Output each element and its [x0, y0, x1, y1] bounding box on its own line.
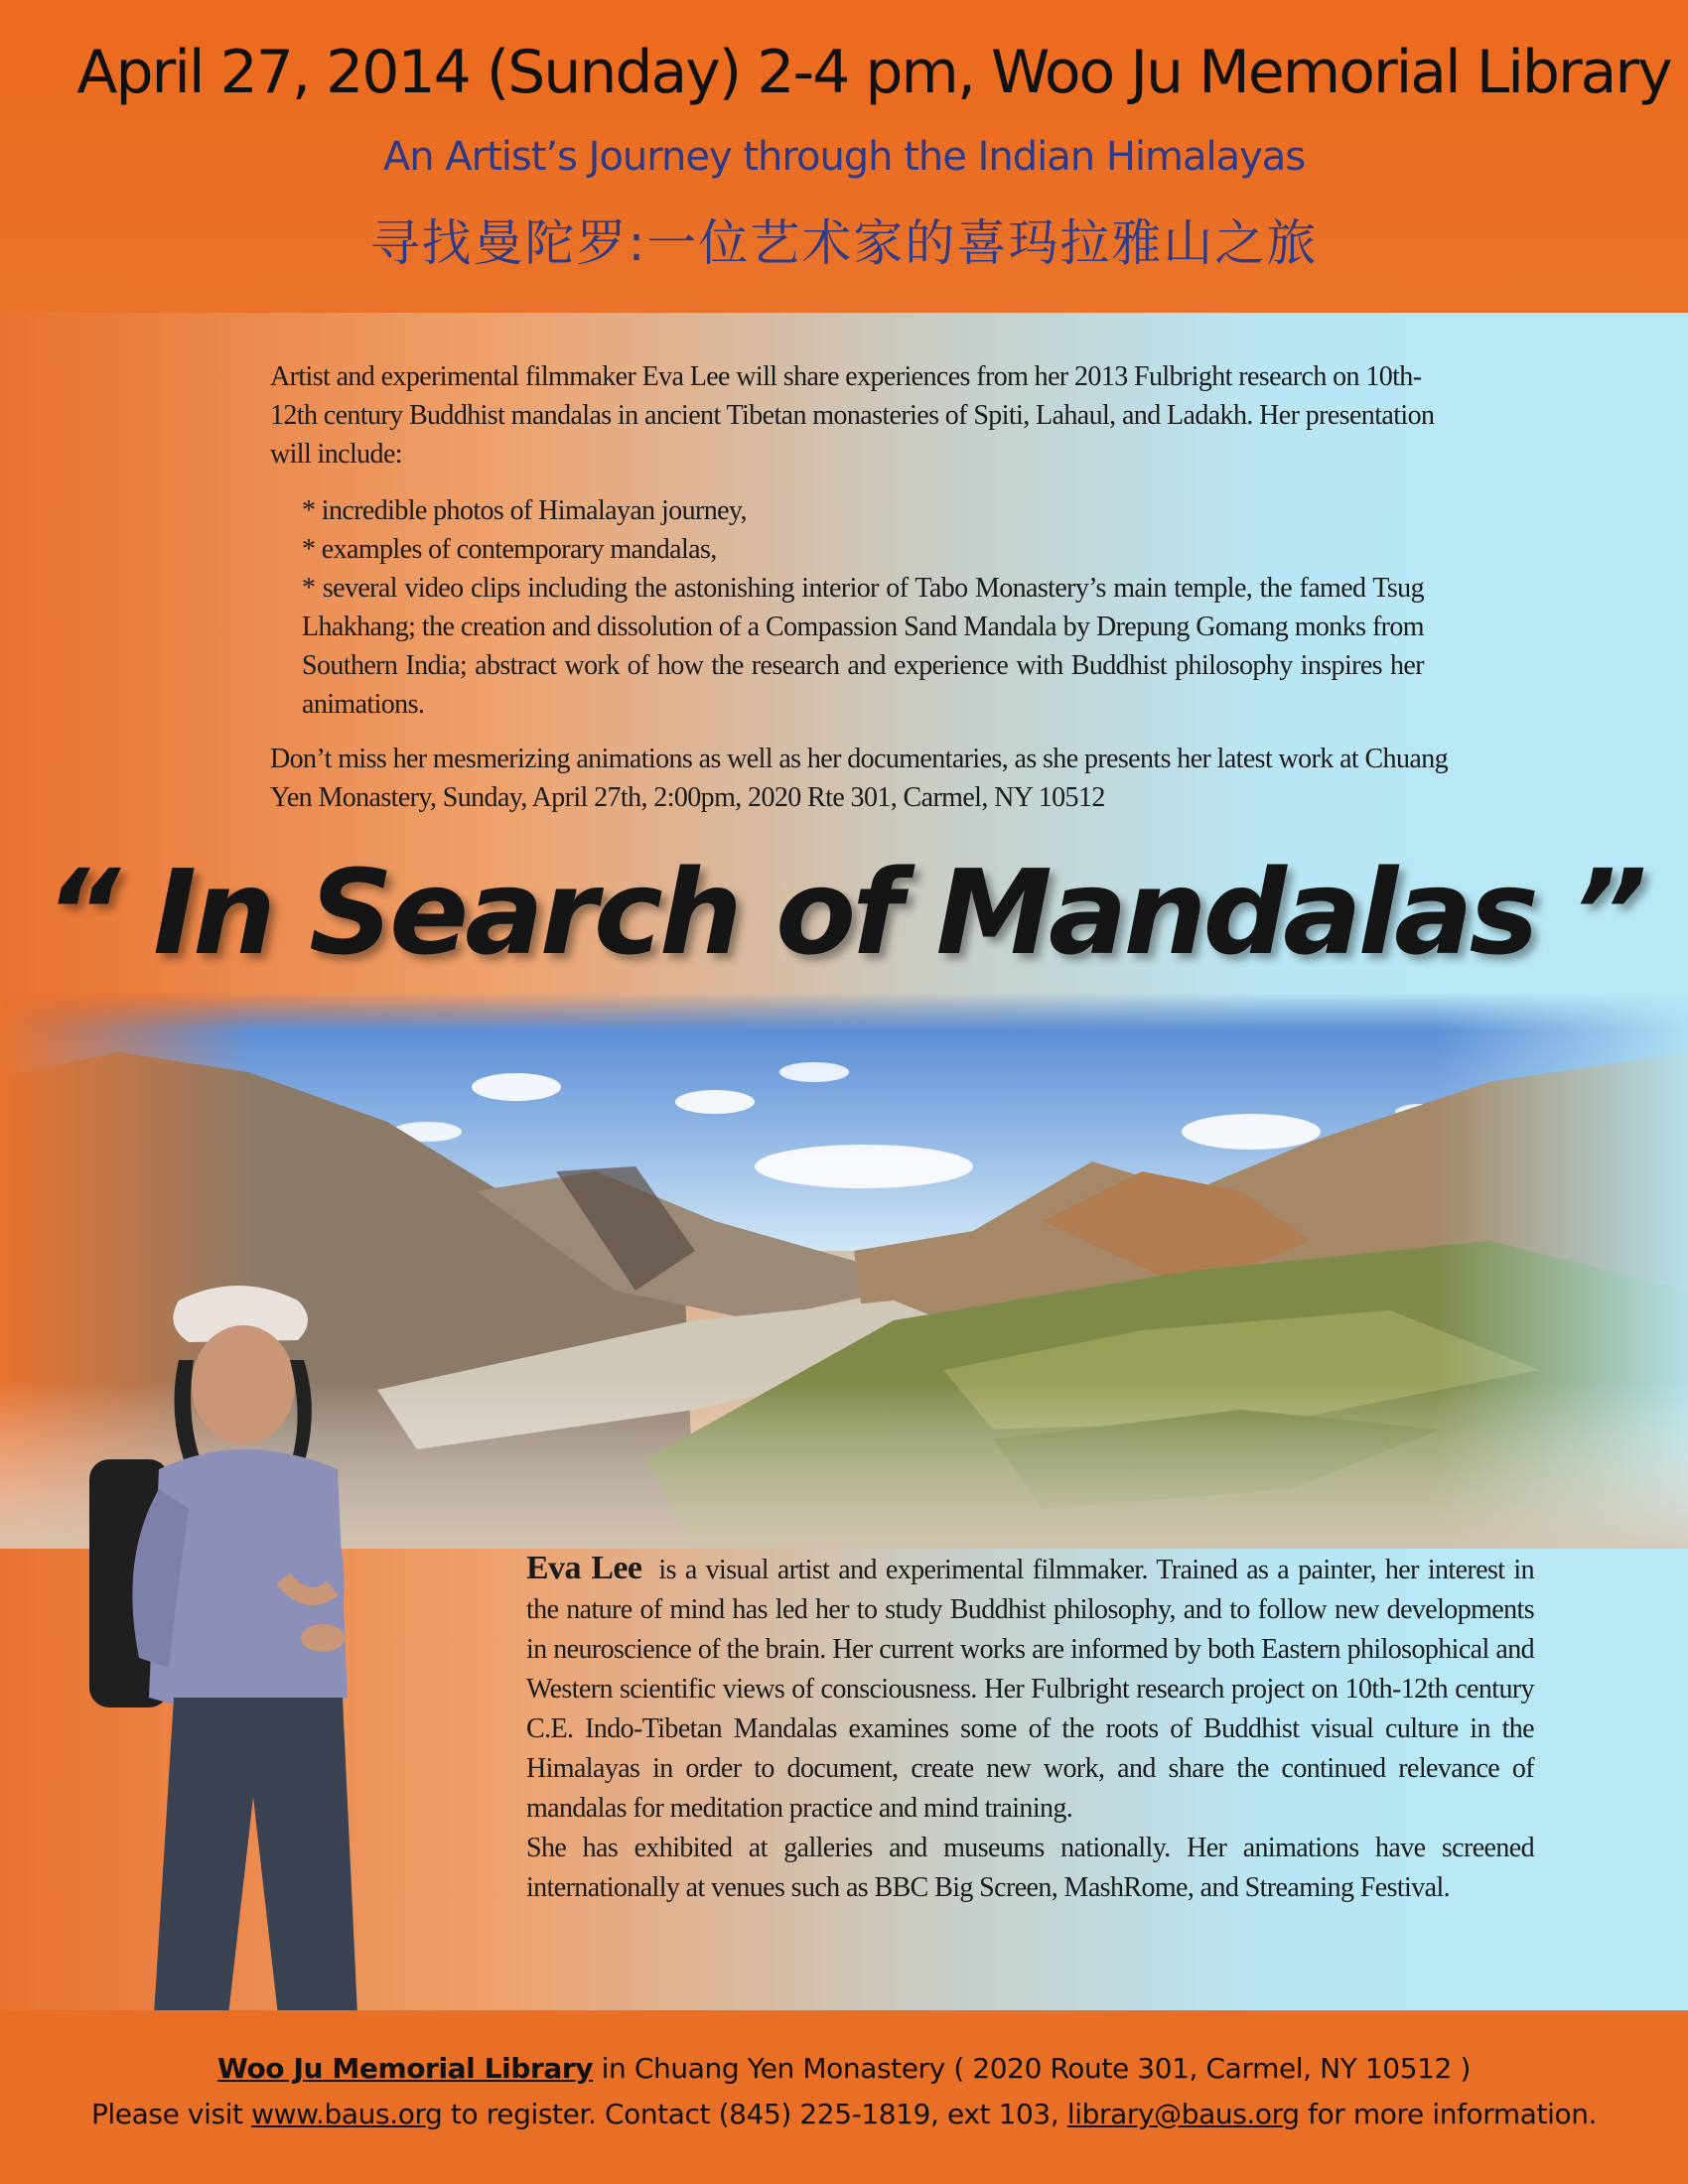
- intro-section: [270, 357, 1462, 817]
- footer-contact-text: to register. Contact (845) 225-1819, ext 103,: [442, 2098, 1067, 2130]
- list-item: * several video clips including the astonishing interior of Tabo Monastery’s main temple, the famed Tsug Lhakhang; the creation and dissolution of a Compassion Sand Mandala by Drepung Gomang monks from Southern India; abstract work of how the research and experience with Buddhist philosophy inspires her animations.: [302, 573, 1424, 720]
- footer-band: [0, 2010, 1688, 2184]
- library-link[interactable]: Woo Ju Memorial Library: [216, 2052, 594, 2085]
- eva-lee-photo: [79, 1281, 457, 2015]
- footer-visit-text: Please visit: [90, 2098, 252, 2130]
- bio-paragraph-2: She has exhibited at galleries and museums nationally. Her animations have screened internationally at venues such as BBC Big Screen, MashRome, and Streaming Festival.: [526, 1833, 1534, 1903]
- list-item: * incredible photos of Himalayan journey,: [302, 495, 747, 526]
- bio-text: is a visual artist and experimental filmmaker. Trained as a painter, her interest in the nature of mind has led her to study Buddhist philosophy, and to follow new developments in neuroscience of the brain. Her current works are informed by both Eastern philosophical and Western scientific views of consciousness. Her Fulbright research project on 10th-12th century C.E. Indo-Tibetan Mandalas examines some of the roots of Buddhist visual culture in the Himalayas in order to document, create new work, and share the continued relevance of mandalas for meditation practice and mind training.: [526, 1555, 1534, 1824]
- intro-paragraph: Artist and experimental filmmaker Eva Lee will share experiences from her 2013 Fulbright research on 10th-12th century Buddhist mandalas in ancient Tibetan monasteries of Spiti, Lahaul, and Ladakh. Her presentation will include:: [270, 361, 1435, 470]
- footer-address-text: in Chuang Yen Monastery ( 2020 Route 301, Carmel, NY 10512 ): [593, 2052, 1471, 2085]
- closing-paragraph: Don’t miss her mesmerizing animations as well as her documentaries, as she presents her latest work at Chuang Yen Monastery, Sunday, April 27th, 2:00pm, 2020 Rte 301, Carmel, NY 10512: [270, 744, 1448, 813]
- bio-name: Eva Lee: [526, 1550, 642, 1586]
- email-link[interactable]: library@baus.org: [1066, 2098, 1300, 2130]
- bio-section: [526, 1549, 1534, 1908]
- event-subtitle: An Artist’s Journey through the Indian Himalayas: [382, 134, 1306, 180]
- event-date-line: April 27, 2014 (Sunday) 2-4 pm, Woo Ju Memorial Library: [76, 38, 1671, 107]
- header-band: [0, 0, 1688, 313]
- presentation-list: [302, 491, 1424, 724]
- event-title: “ In Search of Mandalas ”: [45, 844, 1643, 981]
- list-item: * examples of contemporary mandalas,: [302, 534, 717, 565]
- chinese-title: 寻找曼陀罗:一位艺术家的喜玛拉雅山之旅: [369, 214, 1319, 272]
- footer-info-text: for more information.: [1299, 2098, 1598, 2130]
- bio-paragraph: [526, 1549, 1534, 1829]
- website-link[interactable]: www.baus.org: [251, 2098, 443, 2130]
- footer-contact-line: [0, 2098, 1688, 2130]
- footer-address-line: [0, 2052, 1688, 2085]
